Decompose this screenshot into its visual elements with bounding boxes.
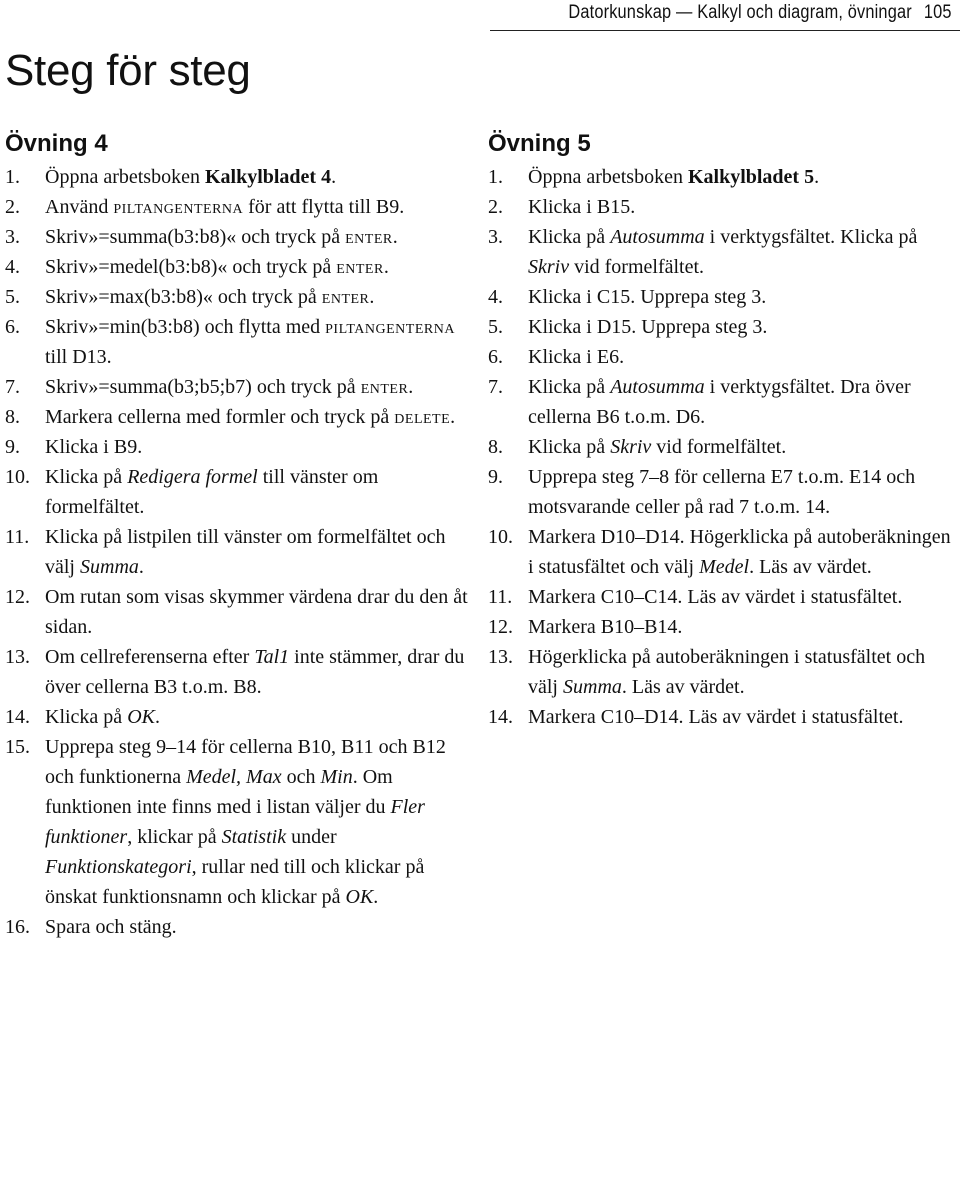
emphasis-text: Statistik [221, 826, 287, 848]
step-text: i verktygsfältet. Klicka på [704, 226, 918, 248]
step-number: 10. [5, 466, 30, 488]
step-text: Använd [45, 196, 114, 218]
step-text: . [450, 406, 456, 428]
step-item [5, 462, 475, 522]
step-number: 12. [5, 586, 30, 608]
page-title: Steg för steg [5, 46, 251, 95]
exercise-5 [488, 130, 958, 732]
step-item [5, 402, 475, 432]
emphasis-text: Medel [699, 556, 750, 578]
step-text: vid formelfältet. [569, 256, 705, 278]
emphasis-text: Funktionskategori [45, 856, 192, 878]
step-number: 4. [488, 286, 503, 308]
header-rule [490, 30, 960, 31]
step-text: Om rutan som visas skymmer värdena drar du den åt sidan. [45, 586, 468, 638]
step-number: 5. [488, 316, 503, 338]
key-name: enter [360, 376, 409, 398]
step-text: Skriv»=max(b3:b8)« och tryck på [45, 286, 322, 308]
step-text: . [373, 886, 379, 908]
step-item [488, 162, 958, 192]
step-item [5, 642, 475, 702]
step-item [5, 222, 475, 252]
emphasis-text: Autosumma [610, 376, 705, 398]
emphasis-text: OK [345, 886, 374, 908]
step-text: . [383, 256, 389, 278]
emphasis-text: Summa [563, 676, 622, 698]
step-text: Klicka på [45, 706, 128, 728]
step-text: under [286, 826, 337, 848]
step-text: Upprepa steg 7–8 för cellerna E7 t.o.m. E14 och motsvarande celler på rad 7 t.o.m. 14. [528, 466, 916, 518]
step-number: 15. [5, 736, 30, 758]
step-number: 11. [488, 586, 513, 608]
step-text: . Läs av värdet. [621, 676, 745, 698]
exercise-5-steps [488, 162, 958, 732]
step-text: Öppna arbetsboken [45, 166, 205, 188]
step-number: 2. [5, 196, 20, 218]
step-number: 3. [5, 226, 20, 248]
step-text: Om cellreferenserna efter [45, 646, 255, 668]
step-text: och [281, 766, 321, 788]
key-name: piltangenterna [325, 316, 455, 338]
step-text: Klicka i B9. [45, 436, 143, 458]
step-text: Markera B10–B14. [528, 616, 683, 638]
step-number: 11. [5, 526, 30, 548]
step-item [5, 522, 475, 582]
step-text: Öppna arbetsboken [528, 166, 688, 188]
step-text: Klicka på [528, 436, 611, 458]
emphasis-text: Kalkylbladet 4 [204, 166, 332, 188]
step-item [488, 462, 958, 522]
step-number: 6. [5, 316, 20, 338]
step-item [5, 702, 475, 732]
exercise-5-title: Övning 5 [488, 130, 591, 157]
emphasis-text: Medel, Max [186, 766, 282, 788]
step-text: Skriv»=summa(b3:b8)« och tryck på [45, 226, 346, 248]
step-number: 3. [488, 226, 503, 248]
exercise-4-title: Övning 4 [5, 130, 108, 157]
step-item [488, 432, 958, 462]
step-item [5, 252, 475, 282]
step-text: Spara och stäng. [45, 916, 177, 938]
step-item [5, 192, 475, 222]
step-text: till D13. [45, 346, 112, 368]
step-text: , rullar ned till och klickar på önskat funktionsnamn och klickar på [45, 856, 425, 908]
step-item [488, 642, 958, 702]
step-text: Skriv»=min(b3:b8) och flytta med [45, 316, 326, 338]
step-item [5, 312, 475, 372]
step-text: för att flytta till B9. [243, 196, 405, 218]
step-number: 14. [5, 706, 30, 728]
step-item [488, 222, 958, 282]
step-text: Klicka på [45, 466, 128, 488]
step-text: . Läs av värdet. [749, 556, 872, 578]
running-title: Datorkunskap — Kalkyl och diagram, övningar [568, 2, 913, 23]
running-header [0, 0, 960, 34]
step-item [488, 282, 958, 312]
header-text [569, 2, 952, 24]
emphasis-text: Min [320, 766, 353, 788]
step-text: . [814, 166, 820, 188]
step-text: Skriv»=medel(b3:b8)« och tryck på [45, 256, 337, 278]
step-text: . [331, 166, 337, 188]
step-item [5, 732, 475, 912]
step-item [488, 522, 958, 582]
step-text: Klicka på [528, 226, 611, 248]
step-item [5, 162, 475, 192]
step-number: 7. [5, 376, 20, 398]
step-number: 1. [488, 166, 503, 188]
step-number: 5. [5, 286, 20, 308]
step-number: 2. [488, 196, 503, 218]
step-number: 12. [488, 616, 513, 638]
step-text: Klicka i E6. [528, 346, 625, 368]
step-number: 1. [5, 166, 20, 188]
step-text: . [369, 286, 375, 308]
step-number: 8. [488, 436, 503, 458]
emphasis-text: Skriv [528, 256, 570, 278]
step-item [488, 342, 958, 372]
step-item [488, 192, 958, 222]
step-text: Skriv»=summa(b3;b5;b7) och tryck på [45, 376, 361, 398]
step-text: Upprepa steg 9–14 för cellerna B10, B11 och B12 och funktionerna [45, 736, 446, 788]
step-item [488, 312, 958, 342]
key-name: enter [345, 226, 393, 248]
emphasis-text: Summa [80, 556, 139, 578]
step-number: 4. [5, 256, 20, 278]
emphasis-text: Kalkylbladet 5 [687, 166, 815, 188]
step-text: till vänster om formelfältet. [45, 466, 379, 518]
step-item [488, 702, 958, 732]
step-text: Klicka i D15. Upprepa steg 3. [528, 316, 768, 338]
page-number: 105 [924, 2, 952, 23]
step-item [5, 912, 475, 942]
step-text: Markera C10–C14. Läs av värdet i statusfältet. [528, 586, 903, 608]
step-text: Markera D10–D14. Högerklicka på autoberäkningen i statusfältet och välj [528, 526, 951, 578]
step-text: . Om funktionen inte finns med i listan väljer du [45, 766, 393, 818]
step-item [488, 582, 958, 612]
step-number: 6. [488, 346, 503, 368]
step-text: Klicka i C15. Upprepa steg 3. [528, 286, 767, 308]
key-name: piltangenterna [113, 196, 244, 218]
step-text: Markera cellerna med formler och tryck på [45, 406, 395, 428]
step-number: 13. [5, 646, 30, 668]
step-text: . [154, 706, 160, 728]
step-item [488, 612, 958, 642]
exercise-4 [5, 130, 475, 942]
step-number: 14. [488, 706, 513, 728]
emphasis-text: Tal1 [254, 646, 290, 668]
step-text: Klicka på [528, 376, 611, 398]
step-number: 13. [488, 646, 513, 668]
exercise-4-steps [5, 162, 475, 942]
step-item [5, 582, 475, 642]
step-text: vid formelfältet. [651, 436, 787, 458]
step-number: 8. [5, 406, 20, 428]
key-name: enter [336, 256, 384, 278]
emphasis-text: Skriv [610, 436, 652, 458]
step-item [5, 282, 475, 312]
emphasis-text: Autosumma [610, 226, 705, 248]
step-text: Klicka på listpilen till vänster om formelfältet och välj [45, 526, 446, 578]
emphasis-text: OK [127, 706, 155, 728]
step-number: 16. [5, 916, 30, 938]
step-number: 9. [488, 466, 503, 488]
emphasis-text: Redigera formel [127, 466, 258, 488]
step-number: 7. [488, 376, 503, 398]
step-text: Högerklicka på autoberäkningen i statusfältet och välj [528, 646, 926, 698]
step-text: , klickar på [127, 826, 222, 848]
step-text: Klicka i B15. [528, 196, 636, 218]
emphasis-text: Fler funktioner [45, 796, 425, 848]
step-text: . [408, 376, 414, 398]
step-text: inte stämmer, drar du över cellerna B3 t.o.m. B8. [45, 646, 465, 698]
step-text: Markera C10–D14. Läs av värdet i statusfältet. [528, 706, 904, 728]
step-item [488, 372, 958, 432]
step-item [5, 432, 475, 462]
key-name: enter [321, 286, 370, 308]
step-text: i verktygsfältet. Dra över cellerna B6 t.o.m. D6. [528, 376, 911, 428]
step-text: . [138, 556, 144, 578]
step-number: 9. [5, 436, 20, 458]
step-item [5, 372, 475, 402]
key-name: delete [394, 406, 451, 428]
step-text: . [392, 226, 398, 248]
step-number: 10. [488, 526, 513, 548]
